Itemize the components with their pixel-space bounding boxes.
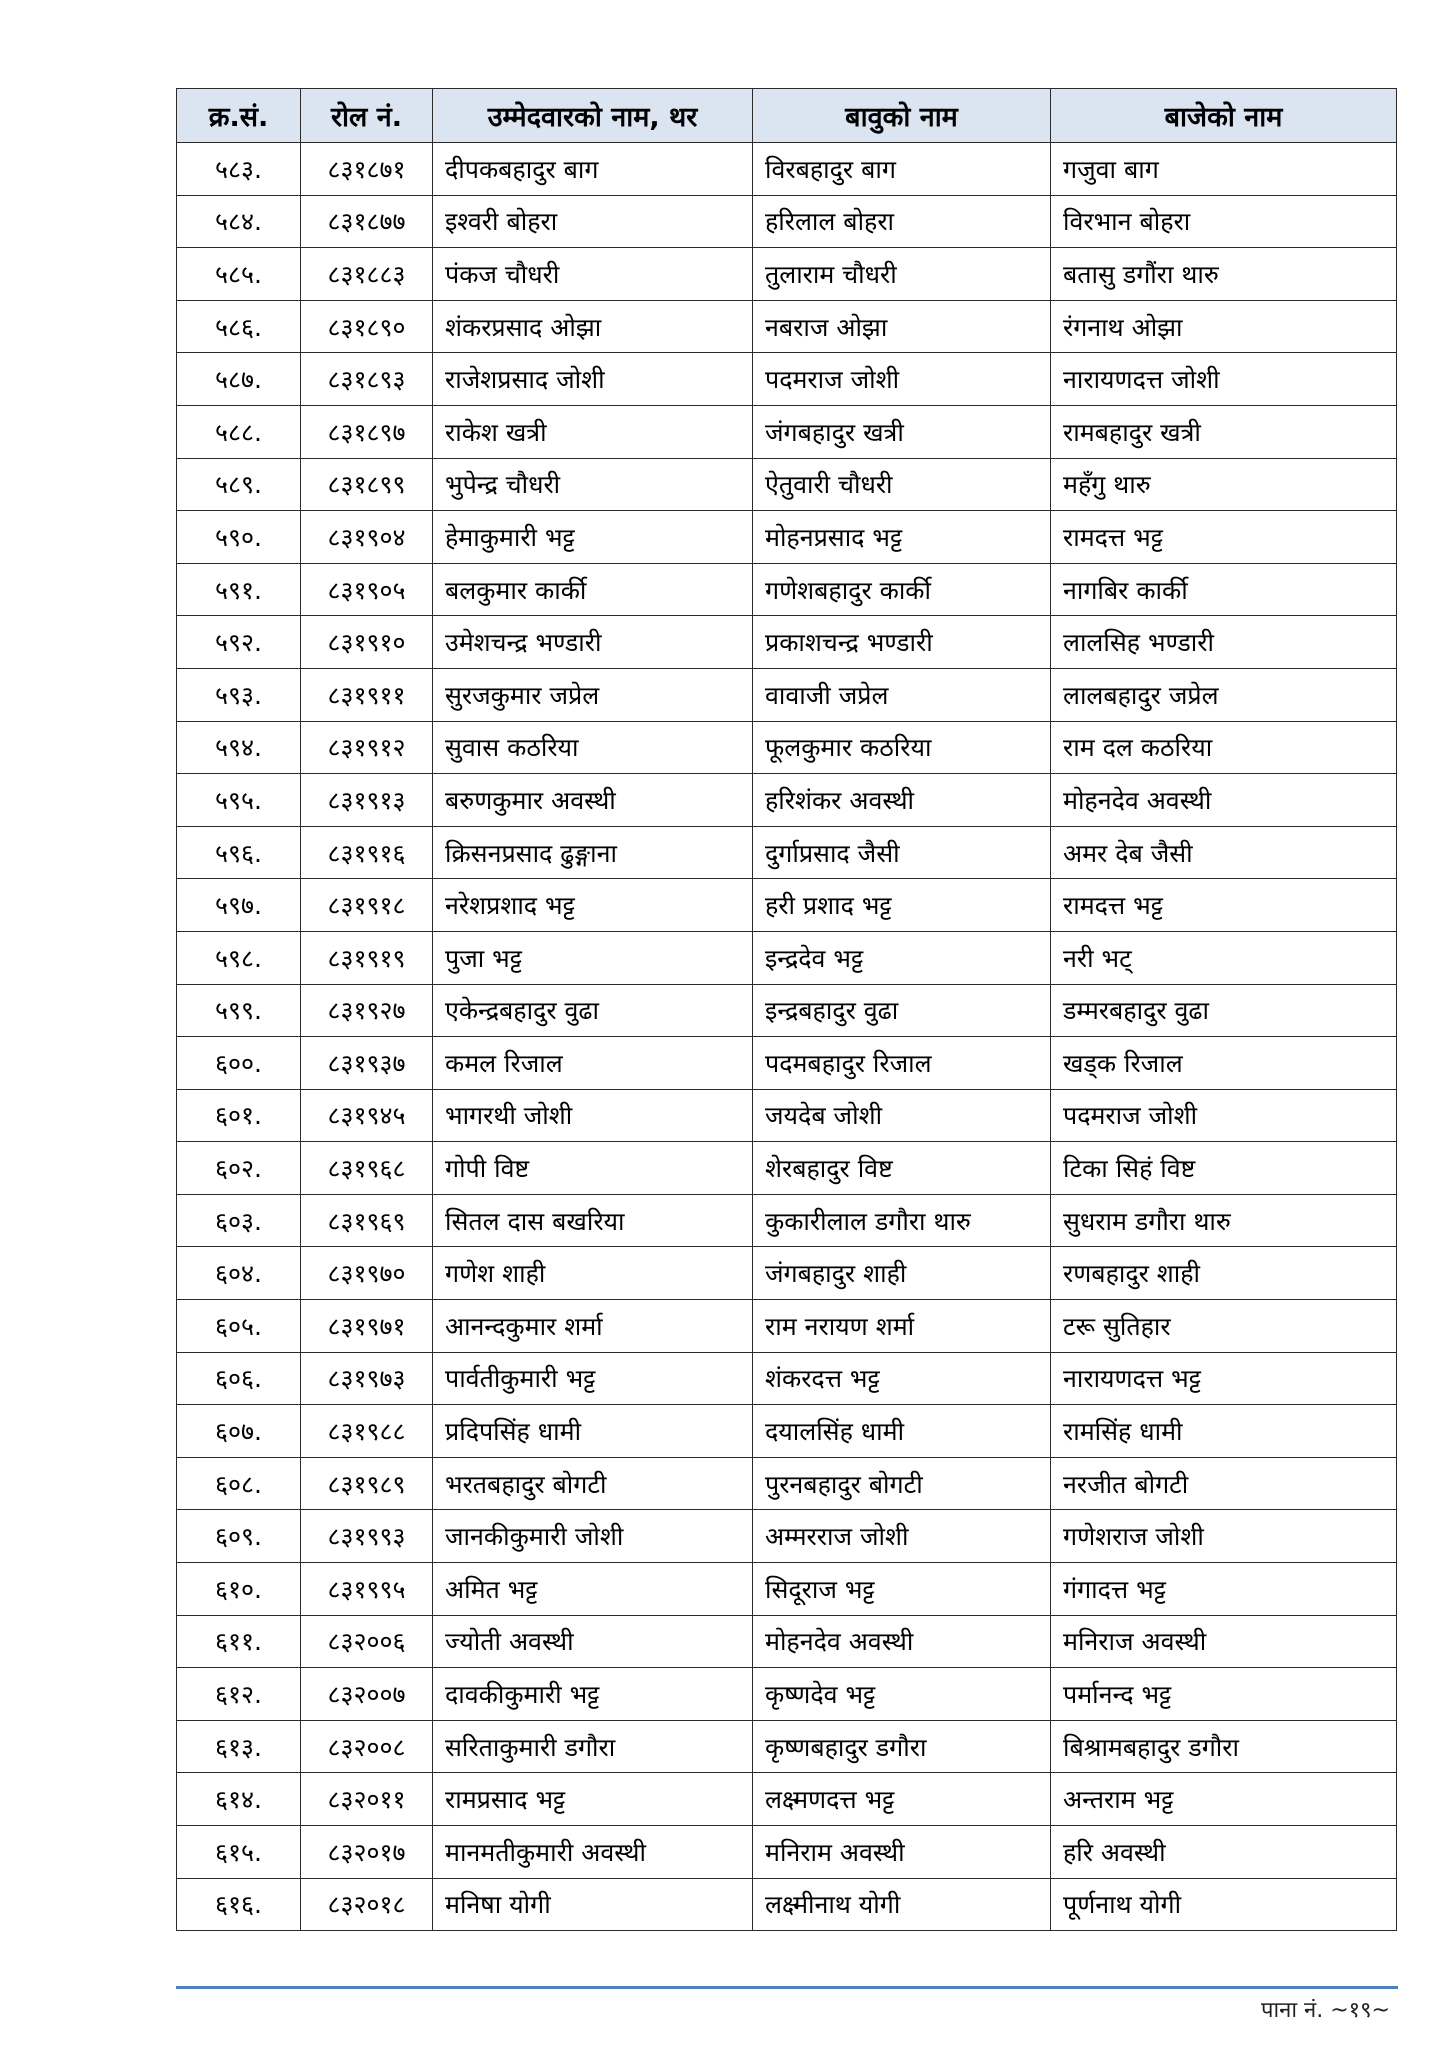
candidate-name-cell: गोपी विष्ट <box>433 1142 753 1195</box>
serial-number-cell: ६००. <box>177 1037 301 1090</box>
roll-number-cell: ८३१९७१ <box>301 1300 433 1353</box>
header-father-name: बावुको नाम <box>753 89 1051 143</box>
table-row <box>177 774 1397 827</box>
father-name-cell: विरबहादुर बाग <box>753 143 1051 196</box>
serial-number-cell: ५९८. <box>177 931 301 984</box>
grandfather-name-cell: नारायणदत्त भट्ट <box>1051 1352 1397 1405</box>
serial-number-cell: ६१४. <box>177 1773 301 1826</box>
table-row <box>177 300 1397 353</box>
father-name-cell: लक्ष्मीनाथ योगी <box>753 1878 1051 1931</box>
father-name-cell: वावाजी जप्रेल <box>753 668 1051 721</box>
father-name-cell: तुलाराम चौधरी <box>753 248 1051 301</box>
table-row <box>177 931 1397 984</box>
grandfather-name-cell: बतासु डगौंरा थारु <box>1051 248 1397 301</box>
father-name-cell: कृष्णबहादुर डगौरा <box>753 1720 1051 1773</box>
table-row <box>177 1510 1397 1563</box>
candidate-name-cell: उमेशचन्द्र भण्डारी <box>433 616 753 669</box>
table-row <box>177 1878 1397 1931</box>
serial-number-cell: ६०८. <box>177 1457 301 1510</box>
roll-number-cell: ८३१८९० <box>301 300 433 353</box>
father-name-cell: हरिलाल बोहरा <box>753 195 1051 248</box>
candidate-name-cell: प्रदिपसिंह धामी <box>433 1405 753 1458</box>
candidate-name-cell: राकेश खत्री <box>433 405 753 458</box>
candidate-name-cell: नरेशप्रशाद भट्ट <box>433 879 753 932</box>
table-row <box>177 1720 1397 1773</box>
table-row <box>177 1457 1397 1510</box>
roll-number-cell: ८३१९९५ <box>301 1563 433 1616</box>
table-row <box>177 1773 1397 1826</box>
grandfather-name-cell: महँगु थारु <box>1051 458 1397 511</box>
candidate-name-cell: भागरथी जोशी <box>433 1089 753 1142</box>
grandfather-name-cell: अमर देब जैसी <box>1051 826 1397 879</box>
roll-number-cell: ८३१९९३ <box>301 1510 433 1563</box>
grandfather-name-cell: टरू सुतिहार <box>1051 1300 1397 1353</box>
serial-number-cell: ५९०. <box>177 511 301 564</box>
footer-rule <box>176 1986 1398 1989</box>
serial-number-cell: ५९५. <box>177 774 301 827</box>
grandfather-name-cell: पूर्णनाथ योगी <box>1051 1878 1397 1931</box>
serial-number-cell: ५९६. <box>177 826 301 879</box>
grandfather-name-cell: नरी भट् <box>1051 931 1397 984</box>
father-name-cell: शंकरदत्त भट्ट <box>753 1352 1051 1405</box>
father-name-cell: शेरबहादुर विष्ट <box>753 1142 1051 1195</box>
candidate-name-cell: भरतबहादुर बोगटी <box>433 1457 753 1510</box>
roll-number-cell: ८३२०११ <box>301 1773 433 1826</box>
roll-number-cell: ८३२०१८ <box>301 1878 433 1931</box>
grandfather-name-cell: सुधराम डगौरा थारु <box>1051 1194 1397 1247</box>
serial-number-cell: ६०४. <box>177 1247 301 1300</box>
grandfather-name-cell: गजुवा बाग <box>1051 143 1397 196</box>
father-name-cell: इन्द्रबहादुर वुढा <box>753 984 1051 1037</box>
roll-number-cell: ८३२००७ <box>301 1668 433 1721</box>
table-row <box>177 1037 1397 1090</box>
grandfather-name-cell: राम दल कठरिया <box>1051 721 1397 774</box>
roll-number-cell: ८३२००८ <box>301 1720 433 1773</box>
table-row <box>177 1826 1397 1879</box>
serial-number-cell: ६१३. <box>177 1720 301 1773</box>
table-row <box>177 195 1397 248</box>
table-row <box>177 563 1397 616</box>
roll-number-cell: ८३१९३७ <box>301 1037 433 1090</box>
roll-number-cell: ८३१८९७ <box>301 405 433 458</box>
serial-number-cell: ५९३. <box>177 668 301 721</box>
roll-number-cell: ८३१९१२ <box>301 721 433 774</box>
roll-number-cell: ८३१८८३ <box>301 248 433 301</box>
grandfather-name-cell: डम्मरबहादुर वुढा <box>1051 984 1397 1037</box>
candidate-name-cell: मनिषा योगी <box>433 1878 753 1931</box>
roll-number-cell: ८३१९६९ <box>301 1194 433 1247</box>
father-name-cell: सिदूराज भट्ट <box>753 1563 1051 1616</box>
candidate-name-cell: दीपकबहादुर बाग <box>433 143 753 196</box>
serial-number-cell: ६०३. <box>177 1194 301 1247</box>
father-name-cell: पदमबहादुर रिजाल <box>753 1037 1051 1090</box>
roll-number-cell: ८३१८९३ <box>301 353 433 406</box>
table-row <box>177 1563 1397 1616</box>
candidate-name-cell: हेमाकुमारी भट्ट <box>433 511 753 564</box>
candidate-name-cell: कमल रिजाल <box>433 1037 753 1090</box>
candidate-name-cell: रामप्रसाद भट्ट <box>433 1773 753 1826</box>
father-name-cell: कृष्णदेव भट्ट <box>753 1668 1051 1721</box>
father-name-cell: लक्ष्मणदत्त भट्ट <box>753 1773 1051 1826</box>
roll-number-cell: ८३१९१३ <box>301 774 433 827</box>
grandfather-name-cell: हरि अवस्थी <box>1051 1826 1397 1879</box>
grandfather-name-cell: पदमराज जोशी <box>1051 1089 1397 1142</box>
roll-number-cell: ८३१९१९ <box>301 931 433 984</box>
father-name-cell: पदमराज जोशी <box>753 353 1051 406</box>
roll-number-cell: ८३१९७३ <box>301 1352 433 1405</box>
roll-number-cell: ८३१९१८ <box>301 879 433 932</box>
grandfather-name-cell: नागबिर कार्की <box>1051 563 1397 616</box>
grandfather-name-cell: रामबहादुर खत्री <box>1051 405 1397 458</box>
serial-number-cell: ५८८. <box>177 405 301 458</box>
roll-number-cell: ८३१९०४ <box>301 511 433 564</box>
roll-number-cell: ८३१९६८ <box>301 1142 433 1195</box>
serial-number-cell: ६०१. <box>177 1089 301 1142</box>
table-row <box>177 1615 1397 1668</box>
father-name-cell: पुरनबहादुर बोगटी <box>753 1457 1051 1510</box>
candidate-name-cell: जानकीकुमारी जोशी <box>433 1510 753 1563</box>
grandfather-name-cell: रामदत्त भट्ट <box>1051 511 1397 564</box>
serial-number-cell: ५८४. <box>177 195 301 248</box>
serial-number-cell: ६०९. <box>177 1510 301 1563</box>
result-sheet <box>176 88 1396 1931</box>
father-name-cell: जंगबहादुर शाही <box>753 1247 1051 1300</box>
father-name-cell: मोहनदेव अवस्थी <box>753 1615 1051 1668</box>
header-serial-number: क्र.सं. <box>177 89 301 143</box>
page-number: पाना नं. ~१९~ <box>1260 1998 1390 2023</box>
roll-number-cell: ८३१९८८ <box>301 1405 433 1458</box>
father-name-cell: हरिशंकर अवस्थी <box>753 774 1051 827</box>
grandfather-name-cell: रणबहादुर शाही <box>1051 1247 1397 1300</box>
grandfather-name-cell: विरभान बोहरा <box>1051 195 1397 248</box>
table-row <box>177 1194 1397 1247</box>
grandfather-name-cell: गंगादत्त भट्ट <box>1051 1563 1397 1616</box>
serial-number-cell: ६१०. <box>177 1563 301 1616</box>
serial-number-cell: ६११. <box>177 1615 301 1668</box>
grandfather-name-cell: मोहनदेव अवस्थी <box>1051 774 1397 827</box>
table-row <box>177 1089 1397 1142</box>
serial-number-cell: ५८५. <box>177 248 301 301</box>
grandfather-name-cell: नरजीत बोगटी <box>1051 1457 1397 1510</box>
candidate-name-cell: अमित भट्ट <box>433 1563 753 1616</box>
grandfather-name-cell: मनिराज अवस्थी <box>1051 1615 1397 1668</box>
grandfather-name-cell: रामसिंह धामी <box>1051 1405 1397 1458</box>
father-name-cell: इन्द्रदेव भट्ट <box>753 931 1051 984</box>
serial-number-cell: ६०७. <box>177 1405 301 1458</box>
grandfather-name-cell: पर्मानन्द भट्ट <box>1051 1668 1397 1721</box>
serial-number-cell: ५९४. <box>177 721 301 774</box>
candidate-name-cell: पुजा भट्ट <box>433 931 753 984</box>
father-name-cell: ऐतुवारी चौधरी <box>753 458 1051 511</box>
grandfather-name-cell: लालबहादुर जप्रेल <box>1051 668 1397 721</box>
table-row <box>177 616 1397 669</box>
candidate-name-cell: शंकरप्रसाद ओझा <box>433 300 753 353</box>
table-row <box>177 721 1397 774</box>
table-row <box>177 353 1397 406</box>
serial-number-cell: ५८७. <box>177 353 301 406</box>
candidate-name-cell: सुरजकुमार जप्रेल <box>433 668 753 721</box>
candidate-name-cell: आनन्दकुमार शर्मा <box>433 1300 753 1353</box>
table-row <box>177 143 1397 196</box>
roll-number-cell: ८३१९२७ <box>301 984 433 1037</box>
roll-number-cell: ८३१९७० <box>301 1247 433 1300</box>
serial-number-cell: ५९९. <box>177 984 301 1037</box>
table-row <box>177 668 1397 721</box>
header-roll-number: रोल नं. <box>301 89 433 143</box>
candidate-name-cell: राजेशप्रसाद जोशी <box>433 353 753 406</box>
roll-number-cell: ८३१९०५ <box>301 563 433 616</box>
roll-number-cell: ८३१९१६ <box>301 826 433 879</box>
serial-number-cell: ५८३. <box>177 143 301 196</box>
father-name-cell: कुकारीलाल डगौरा थारु <box>753 1194 1051 1247</box>
candidate-name-cell: ज्योती अवस्थी <box>433 1615 753 1668</box>
serial-number-cell: ६०२. <box>177 1142 301 1195</box>
roll-number-cell: ८३१९११ <box>301 668 433 721</box>
table-row <box>177 879 1397 932</box>
father-name-cell: मनिराम अवस्थी <box>753 1826 1051 1879</box>
roll-number-cell: ८३१८९९ <box>301 458 433 511</box>
table-row <box>177 1300 1397 1353</box>
candidate-table <box>176 88 1397 1931</box>
grandfather-name-cell: नारायणदत्त जोशी <box>1051 353 1397 406</box>
grandfather-name-cell: टिका सिहं विष्ट <box>1051 1142 1397 1195</box>
table-row <box>177 405 1397 458</box>
roll-number-cell: ८३१९४५ <box>301 1089 433 1142</box>
candidate-name-cell: दावकीकुमारी भट्ट <box>433 1668 753 1721</box>
serial-number-cell: ६१६. <box>177 1878 301 1931</box>
candidate-name-cell: सरिताकुमारी डगौरा <box>433 1720 753 1773</box>
father-name-cell: जयदेब जोशी <box>753 1089 1051 1142</box>
father-name-cell: प्रकाशचन्द्र भण्डारी <box>753 616 1051 669</box>
father-name-cell: राम नरायण शर्मा <box>753 1300 1051 1353</box>
roll-number-cell: ८३१९८९ <box>301 1457 433 1510</box>
serial-number-cell: ६१५. <box>177 1826 301 1879</box>
table-row <box>177 1247 1397 1300</box>
grandfather-name-cell: बिश्रामबहादुर डगौरा <box>1051 1720 1397 1773</box>
table-body <box>177 143 1397 1931</box>
father-name-cell: गणेशबहादुर कार्की <box>753 563 1051 616</box>
grandfather-name-cell: रामदत्त भट्ट <box>1051 879 1397 932</box>
serial-number-cell: ५९१. <box>177 563 301 616</box>
candidate-name-cell: मानमतीकुमारी अवस्थी <box>433 1826 753 1879</box>
candidate-name-cell: बलकुमार कार्की <box>433 563 753 616</box>
grandfather-name-cell: अन्तराम भट्ट <box>1051 1773 1397 1826</box>
roll-number-cell: ८३२००६ <box>301 1615 433 1668</box>
candidate-name-cell: एकेन्द्रबहादुर वुढा <box>433 984 753 1037</box>
candidate-name-cell: सितल दास बखरिया <box>433 1194 753 1247</box>
serial-number-cell: ५९७. <box>177 879 301 932</box>
candidate-name-cell: पार्वतीकुमारी भट्ट <box>433 1352 753 1405</box>
table-row <box>177 1142 1397 1195</box>
serial-number-cell: ५८९. <box>177 458 301 511</box>
table-row <box>177 1352 1397 1405</box>
candidate-name-cell: इश्वरी बोहरा <box>433 195 753 248</box>
roll-number-cell: ८३१८७७ <box>301 195 433 248</box>
serial-number-cell: ६०६. <box>177 1352 301 1405</box>
grandfather-name-cell: लालसिह भण्डारी <box>1051 616 1397 669</box>
serial-number-cell: ६०५. <box>177 1300 301 1353</box>
father-name-cell: दयालसिंह धामी <box>753 1405 1051 1458</box>
roll-number-cell: ८३१८७१ <box>301 143 433 196</box>
serial-number-cell: ६१२. <box>177 1668 301 1721</box>
candidate-name-cell: भुपेन्द्र चौधरी <box>433 458 753 511</box>
candidate-name-cell: पंकज चौधरी <box>433 248 753 301</box>
table-row <box>177 826 1397 879</box>
father-name-cell: मोहनप्रसाद भट्ट <box>753 511 1051 564</box>
candidate-name-cell: सुवास कठरिया <box>433 721 753 774</box>
table-row <box>177 458 1397 511</box>
table-row <box>177 1668 1397 1721</box>
table-row <box>177 984 1397 1037</box>
father-name-cell: दुर्गाप्रसाद जैसी <box>753 826 1051 879</box>
roll-number-cell: ८३१९१० <box>301 616 433 669</box>
serial-number-cell: ५९२. <box>177 616 301 669</box>
header-candidate-name: उम्मेदवारको नाम, थर <box>433 89 753 143</box>
table-header-row <box>177 89 1397 143</box>
table-row <box>177 511 1397 564</box>
grandfather-name-cell: रंगनाथ ओझा <box>1051 300 1397 353</box>
roll-number-cell: ८३२०१७ <box>301 1826 433 1879</box>
candidate-name-cell: बरुणकुमार अवस्थी <box>433 774 753 827</box>
father-name-cell: अम्मरराज जोशी <box>753 1510 1051 1563</box>
father-name-cell: फूलकुमार कठरिया <box>753 721 1051 774</box>
candidate-name-cell: गणेश शाही <box>433 1247 753 1300</box>
grandfather-name-cell: गणेशराज जोशी <box>1051 1510 1397 1563</box>
grandfather-name-cell: खड्क रिजाल <box>1051 1037 1397 1090</box>
header-grandfather-name: बाजेको नाम <box>1051 89 1397 143</box>
serial-number-cell: ५८६. <box>177 300 301 353</box>
table-row <box>177 1405 1397 1458</box>
table-row <box>177 248 1397 301</box>
candidate-name-cell: क्रिसनप्रसाद ढुङ्गाना <box>433 826 753 879</box>
father-name-cell: नबराज ओझा <box>753 300 1051 353</box>
father-name-cell: हरी प्रशाद भट्ट <box>753 879 1051 932</box>
father-name-cell: जंगबहादुर खत्री <box>753 405 1051 458</box>
